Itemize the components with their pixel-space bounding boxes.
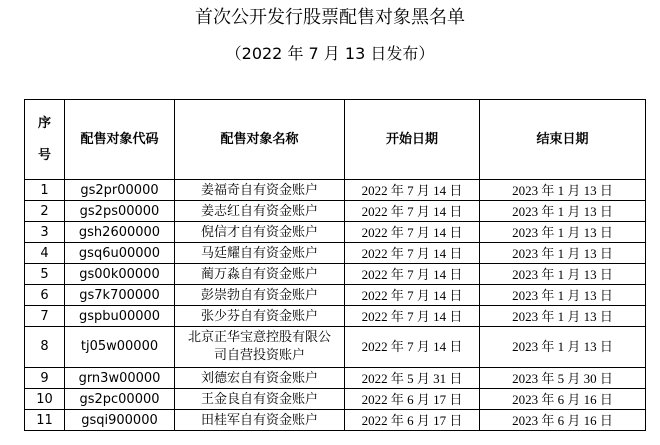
table-header-row	[25, 100, 646, 180]
row-start-date: 2022 年 7 月 14 日	[345, 180, 480, 201]
table-row	[25, 410, 646, 431]
table-row	[25, 243, 646, 264]
row-name: 姜福奇自有资金账户	[175, 180, 345, 201]
row-name: 田桂军自有资金账户	[175, 410, 345, 431]
row-end-date: 2023 年 1 月 13 日	[480, 285, 646, 306]
header-seq-line1: 序	[37, 115, 51, 131]
row-name: 马廷耀自有资金账户	[175, 243, 345, 264]
header-seq-gap	[25, 133, 64, 147]
row-code: gs2ps00000	[65, 201, 175, 222]
table-row	[25, 264, 646, 285]
row-seq: 11	[25, 410, 65, 431]
row-seq: 8	[25, 327, 65, 368]
row-start-date: 2022 年 7 月 14 日	[345, 243, 480, 264]
row-name: 彭崇勃自有资金账户	[175, 285, 345, 306]
row-code: gsq6u00000	[65, 243, 175, 264]
row-name-line1: 北京正华宝意控股有限公	[187, 330, 331, 345]
row-code: gsqi900000	[65, 410, 175, 431]
header-start-date: 开始日期	[345, 100, 480, 180]
row-end-date: 2023 年 1 月 13 日	[480, 306, 646, 327]
row-end-date: 2023 年 1 月 13 日	[480, 222, 646, 243]
row-seq: 1	[25, 180, 65, 201]
table-row	[25, 285, 646, 306]
blacklist-table	[24, 99, 646, 431]
row-name: 张少芬自有资金账户	[175, 306, 345, 327]
table-row	[25, 327, 646, 368]
row-end-date: 2023 年 1 月 13 日	[480, 243, 646, 264]
row-start-date: 2022 年 6 月 17 日	[345, 410, 480, 431]
row-start-date: 2022 年 7 月 14 日	[345, 285, 480, 306]
row-name: 姜志红自有资金账户	[175, 201, 345, 222]
row-start-date: 2022 年 7 月 14 日	[345, 201, 480, 222]
row-end-date: 2023 年 1 月 13 日	[480, 201, 646, 222]
row-name	[175, 327, 345, 368]
row-end-date: 2023 年 5 月 30 日	[480, 368, 646, 389]
header-seq	[25, 100, 65, 180]
row-code: gsh2600000	[65, 222, 175, 243]
row-seq: 10	[25, 389, 65, 410]
table-row	[25, 368, 646, 389]
row-code: gs00k00000	[65, 264, 175, 285]
row-code: gs2pr00000	[65, 180, 175, 201]
header-code: 配售对象代码	[65, 100, 175, 180]
row-end-date: 2023 年 1 月 13 日	[480, 180, 646, 201]
row-seq: 9	[25, 368, 65, 389]
row-end-date: 2023 年 1 月 13 日	[480, 327, 646, 368]
row-end-date: 2023 年 1 月 13 日	[480, 264, 646, 285]
row-name: 蔺万淼自有资金账户	[175, 264, 345, 285]
table-row	[25, 222, 646, 243]
row-start-date: 2022 年 7 月 14 日	[345, 306, 480, 327]
document-title: 首次公开发行股票配售对象黑名单	[195, 7, 465, 28]
row-start-date: 2022 年 6 月 17 日	[345, 389, 480, 410]
row-start-date: 2022 年 7 月 14 日	[345, 222, 480, 243]
row-code: gspbu00000	[65, 306, 175, 327]
row-code: tj05w00000	[65, 327, 175, 368]
header-end-date: 结束日期	[480, 100, 646, 180]
table-row	[25, 180, 646, 201]
row-seq: 5	[25, 264, 65, 285]
table-row	[25, 201, 646, 222]
row-start-date: 2022 年 7 月 14 日	[345, 264, 480, 285]
row-end-date: 2023 年 6 月 16 日	[480, 410, 646, 431]
row-seq: 3	[25, 222, 65, 243]
row-code: gs7k700000	[65, 285, 175, 306]
row-name: 刘德宏自有资金账户	[175, 368, 345, 389]
table-row	[25, 306, 646, 327]
row-code: gs2pc00000	[65, 389, 175, 410]
row-start-date: 2022 年 5 月 31 日	[345, 368, 480, 389]
row-seq: 2	[25, 201, 65, 222]
row-start-date: 2022 年 7 月 14 日	[345, 327, 480, 368]
row-name: 王金良自有资金账户	[175, 389, 345, 410]
table-row	[25, 389, 646, 410]
row-seq: 6	[25, 285, 65, 306]
row-name-line2: 司自营投资账户	[213, 348, 305, 363]
row-name: 倪信才自有资金账户	[175, 222, 345, 243]
row-code: grn3w00000	[65, 368, 175, 389]
header-seq-line2: 号	[37, 147, 51, 163]
header-name: 配售对象名称	[175, 100, 345, 180]
row-seq: 4	[25, 243, 65, 264]
document-subtitle: （2022 年 7 月 13 日发布）	[225, 44, 435, 63]
row-seq: 7	[25, 306, 65, 327]
row-end-date: 2023 年 6 月 16 日	[480, 389, 646, 410]
